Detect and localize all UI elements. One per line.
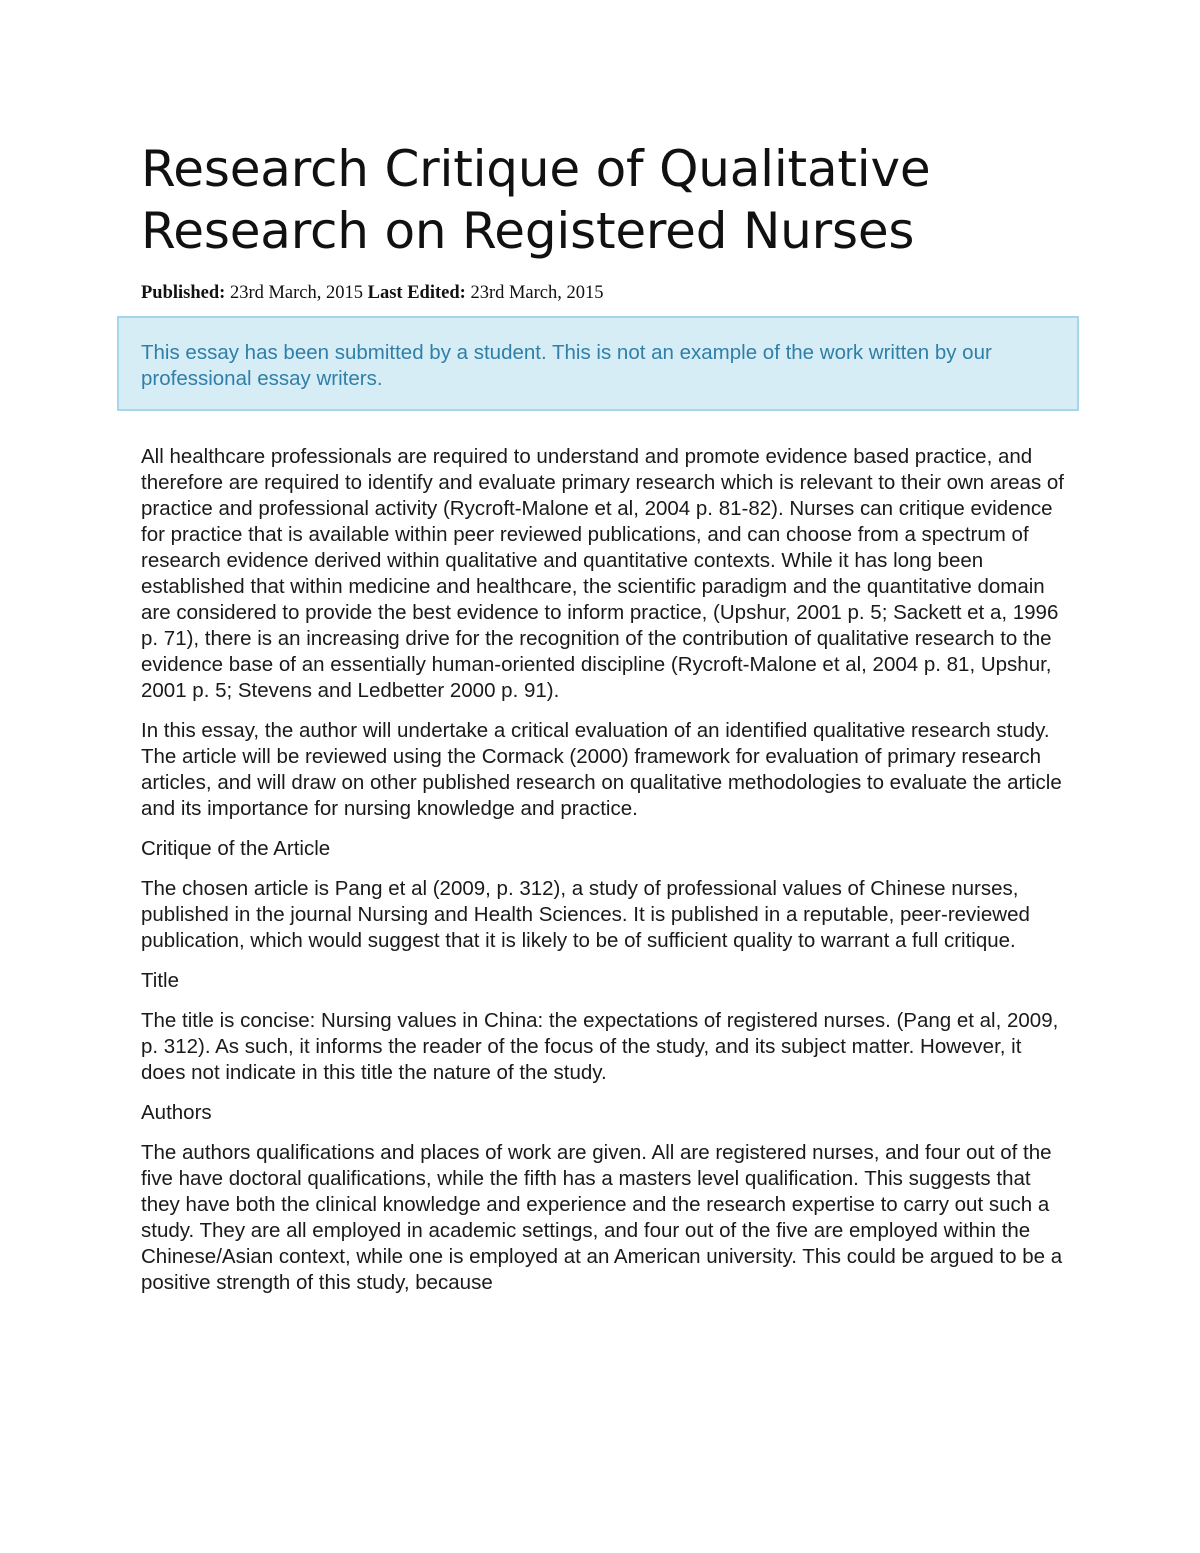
student-essay-notice: This essay has been submitted by a student. This is not an example of the work written by our professional essay writers. — [117, 316, 1079, 411]
section-heading-title: Title — [141, 969, 179, 992]
paragraph-aims: In this essay, the author will undertake a critical evaluation of an identified qualitative research study. The article will be reviewed using the Cormack (2000) framework for evaluation of primary research articles, and will draw on other published research on qualitative methodologies to evaluate the article and its importance for nursing knowledge and practice. — [141, 719, 1062, 820]
page-title: Research Critique of Qualitative Research on Registered Nurses — [141, 140, 931, 260]
paragraph-intro: All healthcare professionals are required to understand and promote evidence based practice, and therefore are required to identify and evaluate primary research which is relevant to their own areas of practice and professional activity (Rycroft-Malone et al, 2004 p. 81-82). Nurses can critique evidence for practice that is available within peer reviewed publications, and can choose from a spectrum of research evidence derived within qualitative and quantitative contexts. While it has long been established that within medicine and healthcare, the scientific paradigm and the quantitative domain are considered to provide the best evidence to inform practice, (Upshur, 2001 p. 5; Sackett et a, 1996 p. 71), there is an increasing drive for the recognition of the contribution of qualitative research to the evidence base of an essentially human-oriented discipline (Rycroft-Malone et al, 2004 p. 81, Upshur, 2001 p. 5; Stevens and Ledbetter 2000 p. 91). — [141, 445, 1064, 702]
publication-meta — [141, 282, 1066, 304]
section-heading-authors: Authors — [141, 1101, 212, 1124]
published-date: 23rd March, 2015 — [229, 283, 364, 303]
essay-body — [141, 444, 1066, 1310]
edited-label: Last Edited: — [367, 283, 466, 303]
paragraph-chosen-article: The chosen article is Pang et al (2009, p. 312), a study of professional values of Chinese nurses, published in the journal Nursing and Health Sciences. It is published in a reputable, peer-reviewed publication, which would suggest that it is likely to be of sufficient quality to warrant a full critique. — [141, 877, 1030, 952]
document-header — [141, 138, 1066, 304]
edited-date: 23rd March, 2015 — [470, 283, 604, 303]
paragraph-title: The title is concise: Nursing values in China: the expectations of registered nurses. (Pang et al, 2009, p. 312). As such, it informs the reader of the focus of the study, and its subject matter. However, it does not indicate in this title the nature of the study. — [141, 1009, 1059, 1084]
published-label: Published: — [141, 283, 226, 303]
section-heading-critique: Critique of the Article — [141, 837, 331, 860]
paragraph-authors: The authors qualifications and places of work are given. All are registered nurses, and four out of the five have doctoral qualifications, while the fifth has a masters level qualification. This suggests that they have both the clinical knowledge and experience and the research expertise to carry out such a study. They are all employed in academic settings, and four out of the five are employed within the Chinese/Asian context, while one is employed at an American university. This could be argued to be a positive strength of this study, because — [141, 1141, 1063, 1294]
